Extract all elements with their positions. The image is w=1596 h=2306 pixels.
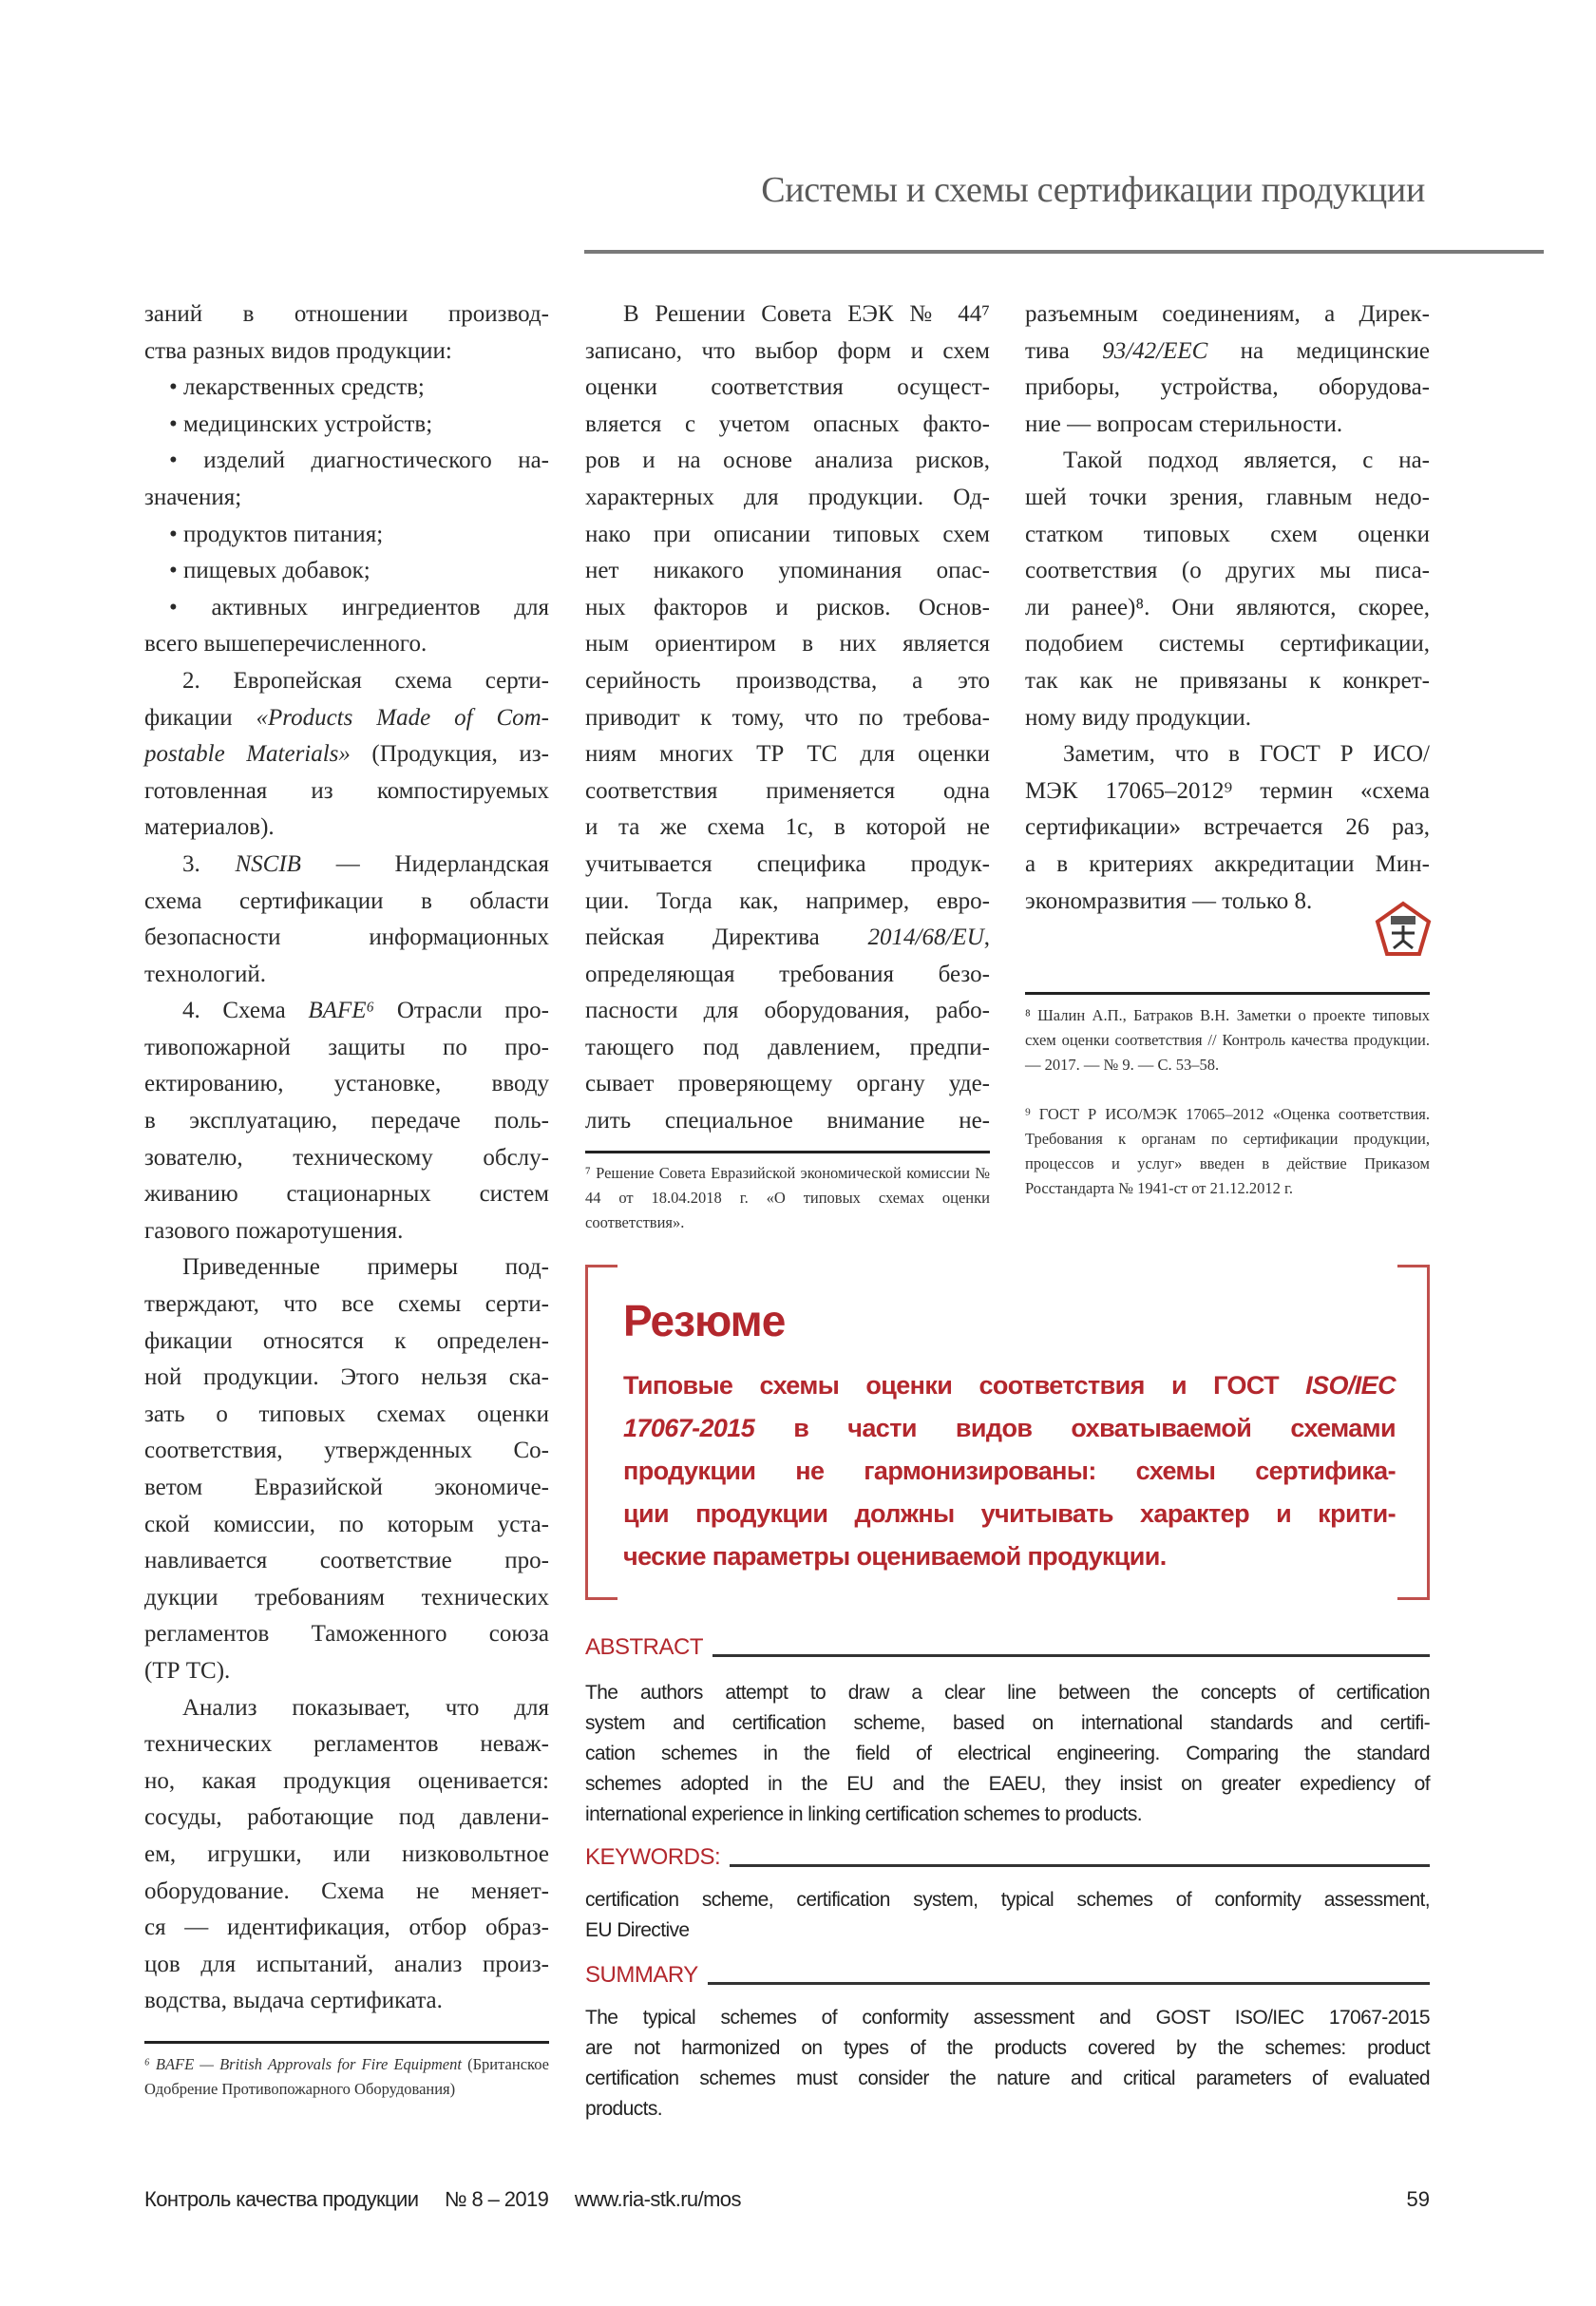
abstract-line: The authors attempt to draw a clear line between the concepts of certification	[585, 1682, 1430, 1704]
abstract-text	[585, 1678, 1430, 1830]
paragraph-line	[585, 920, 990, 957]
paragraph-line: нет никакого упоминания опас-	[585, 558, 990, 584]
paragraph-line: зователю, техническому обслу-	[144, 1144, 549, 1171]
paragraph-line: записано, что выбор форм и схем	[585, 337, 990, 364]
text-run: продукции не гармонизированы: схемы сертифика-	[623, 1457, 1396, 1485]
paragraph-line: тивопожарной защиты по про-	[144, 1034, 549, 1060]
paragraph-line: водства, выдача сертификата.	[144, 1988, 443, 2014]
paragraph-line: приборы, устройства, оборудова-	[1025, 374, 1430, 401]
footer-url[interactable]: www.ria-stk.ru/mos	[574, 2187, 741, 2211]
paragraph-line	[144, 736, 549, 773]
italic-run: 17067-2015	[623, 1414, 755, 1442]
footnote	[1025, 1003, 1430, 1077]
keywords-line: EU Directive	[585, 1919, 690, 1941]
paragraph-line: разъемным соединениям, а Дирек-	[1025, 301, 1430, 327]
summary-label: SUMMARY	[585, 1962, 698, 1988]
page-footer	[144, 2187, 762, 2212]
paragraph-line: Заметим, что в ГОСТ Р ИСО/	[1063, 741, 1430, 768]
paragraph-line: ли ранее)⁸. Они являются, скорее,	[1025, 594, 1430, 620]
keywords-text	[585, 1885, 1430, 1946]
paragraph-line: навливается соответствие про-	[144, 1548, 549, 1574]
summary-heading	[585, 1962, 1430, 1989]
paragraph-line: сосуды, работающие под давлени-	[144, 1804, 549, 1831]
paragraph-line: соответствия применяется одна	[585, 777, 990, 804]
italic-run: BAFE⁶	[308, 998, 375, 1024]
resume-line	[623, 1535, 1396, 1578]
italic-run: 2014/68/EU	[867, 924, 984, 951]
paragraph-line: ному виду продукции.	[1025, 704, 1252, 731]
paragraph-line: дукции требованиям технических	[144, 1584, 549, 1610]
paragraph-line: вляется с учетом опасных факто-	[585, 410, 990, 437]
paragraph-line: фикации относятся к определен-	[144, 1327, 549, 1354]
keywords-label: KEYWORDS:	[585, 1844, 721, 1870]
italic-run: NSCIB	[235, 850, 301, 877]
summary-line: are not harmonized on types of the products covered by the schemes: product	[585, 2037, 1430, 2059]
paragraph-line: тающего под давлением, предпи-	[585, 1034, 990, 1060]
column-3	[1025, 296, 1430, 920]
paragraph-line: экономразвития — только 8.	[1025, 887, 1313, 914]
footnote-rule	[585, 1151, 990, 1153]
paragraph-line: • изделий диагностического на-	[169, 448, 549, 474]
italic-run: ⁶ BAFE — British Approvals for Fire Equipment	[144, 2055, 462, 2073]
text-run: (Британское Одобрение Противопожарного Оборудования)	[144, 2055, 549, 2098]
paragraph-line	[1025, 334, 1430, 371]
paragraph-line: ектированию, установке, вводу	[144, 1071, 549, 1097]
resume-line	[623, 1364, 1396, 1407]
text-run: на медицинские	[1207, 337, 1431, 364]
abstract-line: cation schemes in the field of electrical engineering. Comparing the standard	[585, 1743, 1430, 1764]
paragraph-line: безопасности информационных	[144, 924, 549, 951]
paragraph-line: зать о типовых схемах оценки	[144, 1401, 549, 1427]
paragraph-line: Анализ показывает, что для	[182, 1694, 549, 1721]
paragraph-line: Приведенные примеры под-	[182, 1254, 549, 1281]
paragraph-line: ветом Евразийской экономиче-	[144, 1475, 549, 1500]
header-rule	[584, 250, 1544, 254]
keywords-line: certification scheme, certification system, typical schemes of conformity assessment,	[585, 1889, 1430, 1911]
paragraph-line: 2. Европейская схема серти-	[182, 667, 549, 694]
paragraph-line: характерных для продукции. Од-	[585, 484, 990, 510]
paragraph-line: цов для испытаний, анализ произ-	[144, 1951, 549, 1977]
paragraph-line: материалов).	[144, 814, 275, 841]
paragraph-line: В Решении Совета ЕЭК № 44⁷	[623, 301, 990, 327]
paragraph-line: ции. Тогда как, например, евро-	[585, 887, 990, 914]
footer-journal: Контроль качества продукции	[144, 2187, 419, 2211]
summary-rule	[708, 1982, 1430, 1985]
text-run: 4. Схема	[182, 998, 309, 1024]
paragraph-line: ров и на основе анализа рисков,	[585, 448, 990, 474]
paragraph-line: схема сертификации в области	[144, 887, 549, 914]
running-header-title: Системы и схемы сертификации продукции	[761, 170, 1425, 210]
text-run: фикации	[144, 704, 256, 731]
paragraph-line: но, какая продукция оценивается:	[144, 1767, 549, 1794]
text-run: ⁹ ГОСТ Р ИСО/МЭК 17065–2012 «Оценка соответствия. Требования к органам по сертификации продукции, процессов и услуг» введен в действие Приказом Росстандарта № 1941-ст от 21.12.2012 г.	[1025, 1105, 1430, 1197]
column-2	[585, 296, 990, 1140]
text-run: пейская Директива	[585, 924, 868, 951]
italic-run: ISO/IEC	[1305, 1371, 1396, 1400]
paragraph-line: соответствия, утвержденных Со-	[144, 1438, 549, 1464]
paragraph-line: учитывается специфика продук-	[585, 850, 990, 877]
keywords-heading	[585, 1844, 1430, 1871]
italic-run: «Products Made of Com-	[256, 704, 550, 731]
paragraph-line: • медицинских устройств;	[169, 410, 433, 437]
paragraph-line: заний в отношении производ-	[144, 301, 549, 327]
paragraph-line: пасности для оборудования, рабо-	[585, 998, 990, 1024]
paragraph-line: • активных ингредиентов для	[169, 594, 549, 620]
paragraph-line: сывает проверяющему органу уде-	[585, 1071, 990, 1097]
paragraph-line: регламентов Таможенного союза	[144, 1621, 549, 1648]
paragraph-line: ным ориентиром в них является	[585, 631, 990, 657]
paragraph-line: газового пожаротушения.	[144, 1217, 404, 1244]
paragraph-line: шей точки зрения, главным недо-	[1025, 484, 1430, 510]
paragraph-line	[144, 993, 549, 1030]
kkp-logo-icon	[1375, 901, 1432, 958]
footer-issue: № 8 – 2019	[444, 2187, 549, 2211]
footnote	[585, 1161, 990, 1235]
paragraph-line: технических регламентов неваж-	[144, 1731, 549, 1758]
paragraph-line: серийность производства, а это	[585, 667, 990, 694]
paragraph-line: живанию стационарных систем	[144, 1181, 549, 1208]
text-run: 3.	[182, 850, 236, 877]
paragraph-line: сертификации» встречается 26 раз,	[1025, 814, 1430, 841]
summary-text	[585, 2003, 1430, 2125]
paragraph-line: технологий.	[144, 961, 266, 987]
footnote-rule	[144, 2041, 549, 2044]
paragraph-line: приводит к тому, что по требова-	[585, 704, 990, 731]
paragraph-line: так как не привязаны к конкрет-	[1025, 667, 1430, 694]
paragraph-line: статком типовых схем оценки	[1025, 521, 1430, 547]
summary-line: products.	[585, 2098, 662, 2120]
abstract-line: international experience in linking certification schemes to products.	[585, 1803, 1143, 1825]
text-run: ции продукции должны учитывать характер и крити-	[623, 1499, 1396, 1528]
paragraph-line: лить специальное внимание не-	[585, 1108, 990, 1134]
paragraph-line: оценки соответствия осущест-	[585, 374, 990, 401]
text-run: ческие параметры оцениваемой продукции.	[623, 1542, 1167, 1571]
paragraph-line: нако при описании типовых схем	[585, 521, 990, 547]
footnotes-column-1	[144, 2052, 549, 2126]
abstract-line: system and certification scheme, based on international standards and certifi-	[585, 1712, 1430, 1734]
footnote	[1025, 1102, 1430, 1201]
paragraph-line: тверждают, что все схемы серти-	[144, 1291, 549, 1318]
abstract-label: ABSTRACT	[585, 1634, 704, 1660]
text-run: Отрасли про-	[374, 998, 549, 1024]
summary-line: certification schemes must consider the nature and critical parameters of evaluated	[585, 2068, 1430, 2089]
text-run: (Продукция, из-	[350, 741, 549, 768]
paragraph-line: соответствия (о других мы писа-	[1025, 558, 1430, 584]
text-run: ⁷ Решение Совета Евразийской экономической комиссии № 44 от 18.04.2018 г. «О типовых схемах оценки соответствия».	[585, 1164, 990, 1231]
column-1	[144, 296, 549, 2020]
paragraph-line: готовленная из компостируемых	[144, 777, 549, 804]
paragraph-line: (ТР ТС).	[144, 1657, 231, 1684]
abstract-line: schemes adopted in the EU and the EAEU, they insist on greater expediency of	[585, 1773, 1430, 1795]
footnotes-column-2	[585, 1161, 990, 1260]
paragraph-line: ных факторов и рисков. Основ-	[585, 594, 990, 620]
page-number: 59	[1406, 2187, 1430, 2211]
footnotes-column-3	[1025, 1003, 1430, 1226]
paragraph-line: оборудование. Схема не меняет-	[144, 1877, 549, 1904]
paragraph-line: Такой подход является, с на-	[1063, 448, 1430, 474]
paragraph-line: ем, игрушки, или низковольтное	[144, 1840, 549, 1867]
paragraph-line: значения;	[144, 484, 242, 510]
text-run: тива	[1025, 337, 1103, 364]
italic-run: 93/42/EEC	[1102, 337, 1208, 364]
text-run: в части видов охватываемой схемами	[754, 1414, 1396, 1442]
paragraph-line: МЭК 17065–2012⁹ термин «схема	[1025, 777, 1430, 804]
text-run: Типовые схемы оценки соответствия и ГОСТ	[623, 1371, 1306, 1400]
paragraph-line: определяющая требования безо-	[585, 961, 990, 987]
paragraph-line: ства разных видов продукции:	[144, 337, 452, 364]
footnote-rule	[1025, 992, 1430, 995]
footnote	[144, 2052, 549, 2102]
paragraph-line: • пищевых добавок;	[169, 558, 370, 584]
resume-line	[623, 1450, 1396, 1493]
paragraph-line: • продуктов питания;	[169, 521, 384, 547]
paragraph-line	[144, 847, 549, 884]
text-run: ⁸ Шалин А.П., Батраков В.Н. Заметки о проекте типовых схем оценки соответствия // Контроль качества продукции. — 2017. — № 9. — С. 53–58.	[1025, 1006, 1430, 1074]
resume-title: Резюме	[623, 1296, 786, 1345]
resume-line	[623, 1493, 1396, 1535]
paragraph-line: ниям многих ТР ТС для оценки	[585, 741, 990, 768]
paragraph-line: а в критериях аккредитации Мин-	[1025, 850, 1430, 877]
text-run: — Нидерландская	[300, 850, 549, 877]
resume-box	[585, 1265, 1430, 1600]
paragraph-line: подобием системы сертификации,	[1025, 631, 1430, 657]
italic-run: postable Materials»	[144, 741, 351, 768]
paragraph-line: ние — вопросам стерильности.	[1025, 410, 1343, 437]
paragraph-line	[144, 700, 549, 737]
paragraph-line: ся — идентификация, отбор образ-	[144, 1915, 549, 1941]
keywords-rule	[730, 1864, 1430, 1867]
paragraph-line: ной продукции. Этого нельзя ска-	[144, 1364, 549, 1391]
paragraph-line: в эксплуатацию, передаче поль-	[144, 1108, 549, 1134]
abstract-rule	[712, 1654, 1430, 1657]
summary-line: The typical schemes of conformity assessment and GOST ISO/IEC 17067-2015	[585, 2007, 1430, 2029]
resume-body	[623, 1364, 1396, 1578]
paragraph-line: и та же схема 1с, в которой не	[585, 814, 990, 841]
paragraph-line: ской комиссии, по которым уста-	[144, 1511, 549, 1537]
text-run: ,	[983, 924, 990, 951]
resume-line	[623, 1407, 1396, 1450]
paragraph-line: • лекарственных средств;	[169, 374, 425, 401]
abstract-heading	[585, 1634, 1430, 1661]
paragraph-line: всего вышеперечисленного.	[144, 631, 428, 657]
